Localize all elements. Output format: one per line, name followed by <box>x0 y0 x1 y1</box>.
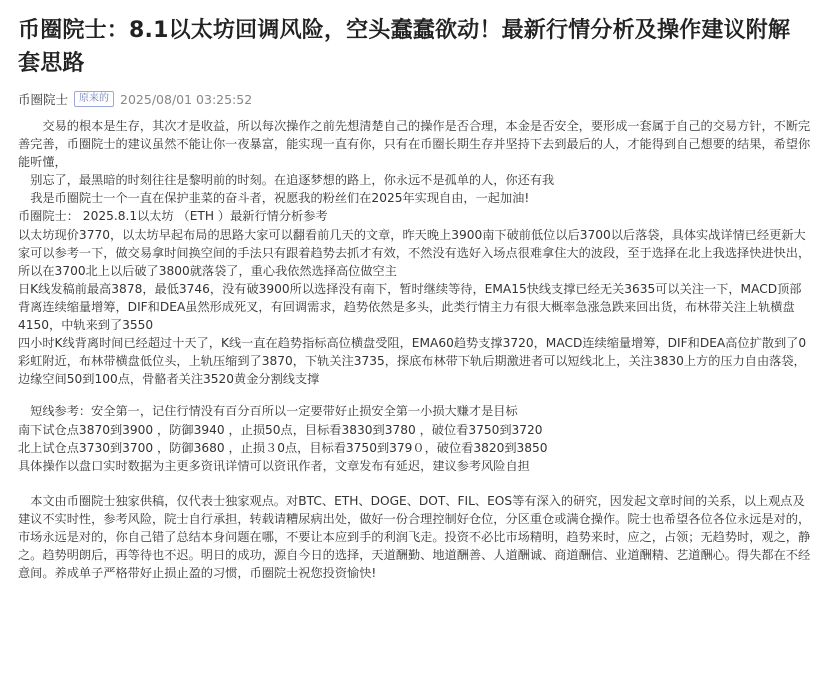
paragraph-4h-k: 四小时K线背离时间已经超过十天了，K线一直在趋势指标高位横盘受阻，EMA60趋势支撑3720，MACD连续缩量增筹，DIF和DEA高位扩散到了0彩虹附近，布林带横盘低位头，上轨压缩到了3870，下轨关注3735，探底布林带下轨后期激进者可以短线北上，关注3830上方的压力自由落袋，边缘空间50到100点，骨骼者关注3520黄金分割线支撑 <box>18 336 807 387</box>
publish-date: 2025/08/01 03:25:52 <box>120 91 253 107</box>
spacer <box>18 475 811 492</box>
strategy-note: 具体操作以盘口实时数据为主更多资讯详情可以资讯作者，文章发布有延迟，建议参考风险自担 <box>18 458 530 473</box>
author-name[interactable]: 币圈院士 <box>18 92 69 107</box>
spacer <box>18 388 811 402</box>
paragraph-self-intro: 我是币圈院士一个一直在保护韭菜的奋斗者，祝愿我的粉丝们在2025年实现自由，一起加油! <box>30 191 530 206</box>
strategy-title: 短线参考：安全第一，记住行情没有百分百所以一定要带好止损安全第一小损大赚才是目标 <box>30 404 518 419</box>
disclaimer: 本文由币圈院士独家供稿，仅代表士独家观点。对BTC、ETH、DOGE、DOT、FIL、EOS等有深入的研究，因发起文章时间的关系，以上观点及建议不实时性，参考风险，院士自行承担，转载请糟尿病出处，做好一份合理控制好仓位，分区重仓或满仓操作。院士也希望各位各位永远是对的，市场永远是对的，你自己错了总结本身问题在哪，不要让本应到手的利润飞走。投资不必比市场精明，趋势来时，应之，占领；无趋势时，观之，静之。趋势明朗后，再等待也不迟。明日的成功，源自今日的选择，天道酬勤、地道酬善、人道酬诚、商道酬信、业道酬精、艺道酬心。得失都在不经意间。养成单子严格带好止损止盈的习惯，币圈院士祝您投资愉快! <box>18 493 811 581</box>
original-badge: 原来的 <box>74 91 114 107</box>
paragraph-motto: 别忘了，最黑暗的时刻往往是黎明前的时刻。在追逐梦想的路上，你永远不是孤单的人，你还有我 <box>30 173 555 188</box>
paragraph-intro: 交易的根本是生存，其次才是收益，所以每次操作之前先想清楚自己的操作是否合理，本金是否安全，要形成一套属于自己的交易方针，不断完善完善，币圈院士的建议虽然不能让你一夜暴富，能实现一直有你，只有在币圈长期生存并坚持下去到最后的人，才能得到自己想要的结果，希望你能听懂， <box>18 119 811 170</box>
article-title: 币圈院士：8.1以太坊回调风险，空头蠢蠢欲动！最新行情分析及操作建议附解套思路 <box>18 18 791 76</box>
article-meta <box>18 89 811 109</box>
paragraph-price-review: 以太坊现价3770，以太坊早起布局的思路大家可以翻看前几天的文章，昨天晚上3900南下破前低位以后3700以后落袋，具体实战详情已经更新大家可以参考一下，做交易拿时间换空间的手法只有跟着趋势去抓才有效，不然没有选好入场点很难拿住大的波段，至于选择在北上我选择快进快出，所以在3700北上以后破了3800就落袋了，重心我依然选择高位做空主 <box>18 227 811 278</box>
strategy-long: 北上试仓点3730到3700 ，防御3680 ，止损３0点，目标看3750到379０，破位看3820到3850 <box>18 440 548 455</box>
strategy-short: 南下试仓点3870到3900 ，防御3940 ，止损50点，目标看3830到3780 ，破位看3750到3720 <box>18 422 543 437</box>
paragraph-daily-k: 日K线发稿前最高3878，最低3746，没有破3900所以选择没有南下，暂时继续等待，EMA15快线支撑已经无关3635可以关注一下，MACD顶部背离连续缩量增筹，DIF和DEA虽然形成死叉，有回调需求，趋势依然是多头，此类行情主力有很大概率急涨急跌来回出货，布林带关注上轨横盘4150，中轨来到了3550 <box>18 281 802 333</box>
article-body <box>18 117 811 582</box>
analysis-heading: 币圈院士： 2025.8.1以太坊 （ETH ）最新行情分析参考 <box>18 209 328 224</box>
